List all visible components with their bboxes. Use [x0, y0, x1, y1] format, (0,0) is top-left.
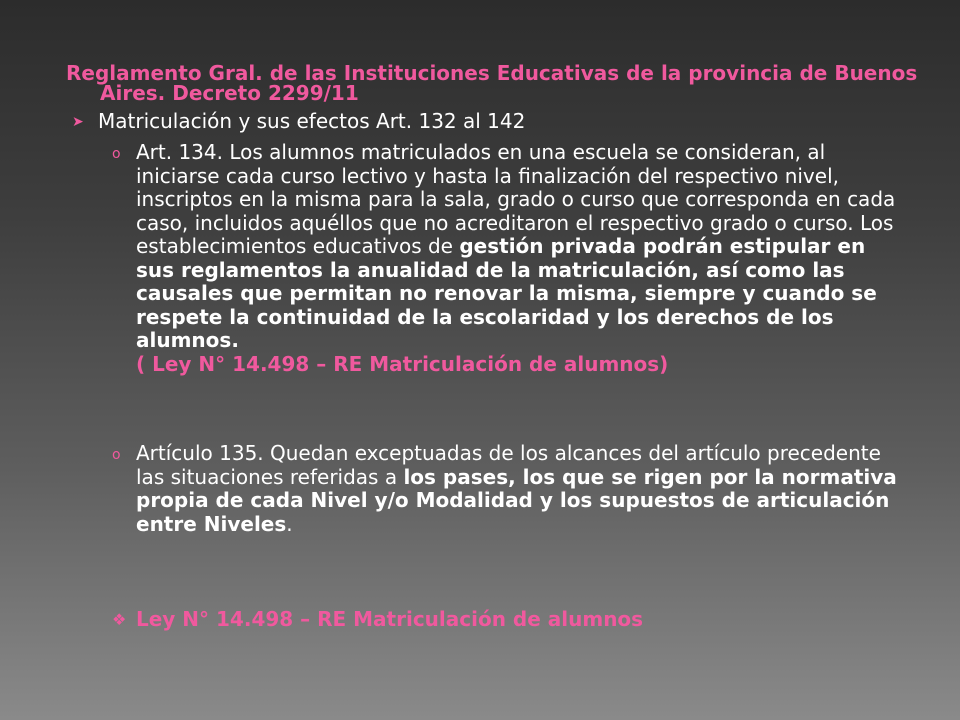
article-134: [112, 141, 902, 376]
article-134-plain: Art. 134. Los alumnos matriculados en una escuela se consideran, al iniciarse cada curso lectivo y hasta la finalización del respectivo nivel, inscriptos en la misma para la sala, grado o curso que corresponda en cada caso, incluidos aquéllos que no acreditaron el respectivo grado o curso. Los establecimientos educativos de: [136, 140, 896, 258]
article-135-end: .: [286, 511, 293, 536]
article-134-text: [136, 141, 902, 376]
diamond-bullet-icon: ❖: [112, 610, 127, 629]
slide-title: Reglamento Gral. de las Instituciones Educativas de la provincia de Buenos Aires. Decreto 2299/11: [66, 61, 918, 105]
circle-bullet-icon: o: [112, 146, 121, 162]
article-135-text: [136, 442, 902, 536]
article-135-bold: los pases, los que se rigen por la normativa propia de cada Nivel y/o Modalidad y los supuestos de articulación entre Niveles: [136, 464, 897, 536]
footer-link-text[interactable]: Ley N° 14.498 – RE Matriculación de alumnos: [136, 607, 644, 631]
article-135-plain: Artículo 135. Quedan exceptuadas de los alcances del artículo precedente las situaciones referidas a: [136, 441, 881, 489]
bullet-text: Matriculación y sus efectos Art. 132 al 142: [98, 109, 526, 133]
arrow-bullet-icon: ➤: [72, 114, 84, 130]
circle-bullet-icon: o: [112, 447, 121, 463]
article-134-bold: gestión privada podrán estipular en sus reglamentos la anualidad de la matriculación, así como las causales que permitan no renovar la misma, siempre y cuando se respete la continuidad de la escolaridad y los derechos de los alumnos.: [136, 234, 877, 352]
bullet-matriculacion: [72, 109, 892, 134]
article-135: [112, 442, 902, 536]
footer-link[interactable]: [112, 606, 912, 633]
article-134-reference: ( Ley N° 14.498 – RE Matriculación de alumnos): [136, 351, 669, 376]
